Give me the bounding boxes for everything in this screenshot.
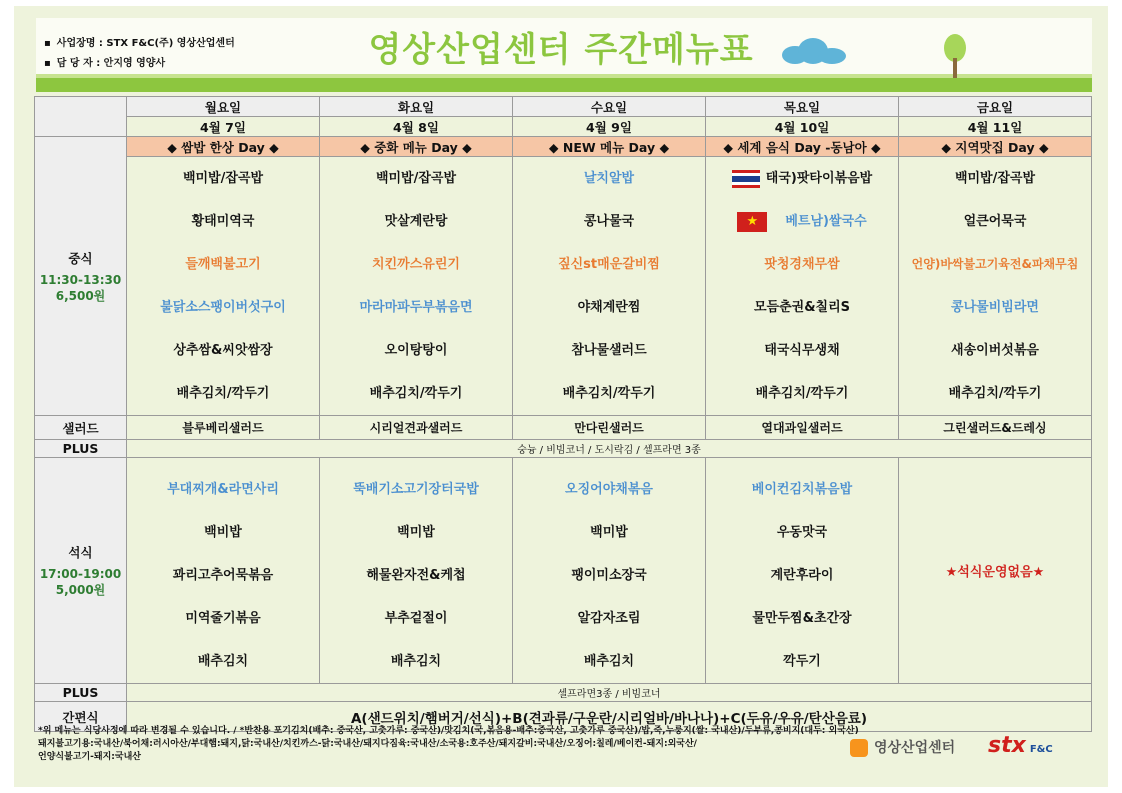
lunch-dish-name: 팟청경채무쌈 (764, 257, 840, 272)
day-date: 4월 11일 (967, 119, 1023, 135)
weekly-menu-table (34, 96, 1092, 732)
plus-row-header (35, 684, 127, 702)
lunch-dish (320, 243, 512, 286)
day-theme: ◆ 세계 음식 Day -동남아 ◆ (723, 139, 881, 155)
lunch-dish-name: 태국식무생채 (764, 343, 840, 358)
lunch-dish (320, 200, 512, 243)
salad-item: 시리얼견과샐러드 (369, 421, 463, 435)
lunch-dish-name: 콩나물국 (583, 214, 635, 229)
dinner-label: 석식 (68, 545, 93, 560)
lunch-cell (320, 157, 513, 416)
lunch-row-header (35, 137, 127, 416)
banner-grass (36, 78, 1092, 92)
dinner-dish-name: 미역줄기볶음 (185, 611, 261, 626)
day-header (899, 97, 1092, 117)
dinner-dish-name: 꽈리고추어묵볶음 (172, 568, 274, 583)
lunch-dish-name: 배추김치/깍두기 (562, 386, 656, 401)
plus-cell (127, 684, 1092, 702)
lunch-dish-name: 배추김치/깍두기 (755, 386, 849, 401)
brand-logo-sub: F&C (1029, 744, 1053, 755)
lunch-dish-name: 태국)팟타이볶음밥 (765, 171, 873, 186)
thailand-flag-icon (732, 170, 760, 188)
lunch-dish-name: 배추김치/깍두기 (176, 386, 270, 401)
dinner-dish (706, 597, 898, 640)
dinner-dish (320, 640, 512, 683)
lunch-dish (899, 243, 1091, 286)
salad-cell (899, 416, 1092, 440)
site-name: ▪ 사업장명 : STX F&C(주) 영상산업센터 (44, 34, 235, 54)
lunch-dish-name: 상추쌈&씨앗쌈장 (173, 343, 273, 358)
lunch-price: 6,500원 (55, 288, 106, 303)
no-dinner-notice: ★석식운영없음★ (945, 565, 1045, 580)
lunch-dish-name: 짚신st매운갈비찜 (558, 257, 660, 272)
dinner-row-header (35, 458, 127, 684)
dinner-dish-name: 팽이미소장국 (571, 568, 647, 583)
dinner-dish (706, 640, 898, 683)
salad-row-header (35, 416, 127, 440)
day-name: 금요일 (976, 99, 1014, 115)
lunch-dish-name: 황태미역국 (191, 214, 255, 229)
lunch-time: 11:30-13:30 (39, 272, 122, 287)
lunch-dish (899, 200, 1091, 243)
lunch-dish (127, 372, 319, 415)
day-header (513, 97, 706, 117)
lunch-dish-name: 불닭소스팽이버섯구이 (160, 300, 286, 315)
lunch-dish-name: 배추김치/깍두기 (948, 386, 1042, 401)
lunch-dish (320, 157, 512, 200)
dinner-dish (706, 511, 898, 554)
day-name: 화요일 (397, 99, 435, 115)
lunch-dish (127, 243, 319, 286)
dinner-dish-name: 부대찌개&라면사리 (167, 482, 279, 497)
lunch-dish-name: 맛살계란탕 (384, 214, 448, 229)
dinner-dish (513, 640, 705, 683)
theme-cell (127, 137, 320, 157)
lunch-dish-name: 백미밥/잡곡밥 (954, 171, 1036, 186)
lunch-dish-name: 참나물샐러드 (571, 343, 647, 358)
dinner-dish-name: 백미밥 (397, 525, 435, 540)
salad-item: 그린샐러드&드레싱 (943, 421, 1047, 435)
dinner-dish (320, 468, 512, 511)
lunch-cell (513, 157, 706, 416)
lunch-dish (706, 329, 898, 372)
lunch-dish (513, 243, 705, 286)
lunch-dish-name: 새송이버섯볶음 (951, 343, 1039, 358)
date-header (899, 117, 1092, 137)
lunch-dish-name: 베트남)쌀국수 (785, 214, 867, 229)
dinner-dish-name: 깍두기 (783, 654, 821, 669)
lunch-dish-name: 모듬춘권&칠리S (753, 300, 851, 315)
lunch-dish (320, 329, 512, 372)
lunch-dish (513, 286, 705, 329)
lunch-dish (899, 157, 1091, 200)
center-logo-icon (850, 739, 868, 757)
dinner-time: 17:00-19:00 (39, 567, 122, 581)
footnote-line: 언양식불고기-돼지:국내산 (38, 752, 141, 762)
footnote-line: *위 메뉴는 식당사정에 따라 변경될 수 있습니다. / *반찬용 포기김치(배추: 중국산, 고춧가루: 중국산)/맛김치(국,볶음용-배추:중국산, 고춧가루 중국산)/밥,죽,누룽지(쌀: 국내산)/두부류,콩비지(대두: 외국산) (38, 726, 859, 736)
snack-text: A(샌드위치/햄버거/선식)+B(견과류/구운란/시리얼바/바나나)+C(두유/우유/탄산음료) (350, 710, 868, 727)
dinner-dish (706, 468, 898, 511)
lunch-dish-name: 들깨백불고기 (185, 257, 261, 272)
day-date: 4월 10일 (774, 119, 830, 135)
dinner-dish-name: 백비밥 (204, 525, 242, 540)
lunch-dish (320, 372, 512, 415)
dinner-dish-name: 베이컨김치볶음밥 (751, 482, 853, 497)
salad-cell (127, 416, 320, 440)
date-header (127, 117, 320, 137)
lunch-dish-name: 배추김치/깍두기 (369, 386, 463, 401)
day-name: 월요일 (204, 99, 242, 115)
day-theme: ◆ 지역맛집 Day ◆ (941, 139, 1049, 155)
day-name: 수요일 (590, 99, 628, 115)
dinner-dish-name: 백미밥 (590, 525, 628, 540)
dinner-dish (513, 511, 705, 554)
center-logo-text: 영상산업센터 (874, 740, 956, 756)
lunch-dish-name: 언양)바싹불고기육전&파채무침 (911, 257, 1079, 271)
theme-cell (706, 137, 899, 157)
lunch-dish (706, 243, 898, 286)
plus-row-header (35, 440, 127, 458)
lunch-dish-name: 치킨까스유린기 (372, 257, 460, 272)
dinner-dish-name: 물만두찜&초간장 (752, 611, 852, 626)
dinner-dish (513, 554, 705, 597)
day-date: 4월 9일 (586, 119, 632, 135)
dinner-dish-name: 우동맛국 (776, 525, 828, 540)
dinner-dish (127, 597, 319, 640)
lunch-dish (513, 372, 705, 415)
lunch-dish (706, 200, 898, 243)
lunch-dish (706, 286, 898, 329)
salad-item: 열대과일샐러드 (761, 421, 843, 435)
day-name: 목요일 (783, 99, 821, 115)
dinner-dish-name: 배추김치 (583, 654, 635, 669)
dinner-dish-name: 계란후라이 (770, 568, 834, 583)
dinner-cell (127, 458, 320, 684)
plus-label: PLUS (62, 441, 99, 456)
lunch-dish (513, 200, 705, 243)
manager-name: ▪ 담 당 자 : 안지영 영양사 (44, 54, 235, 74)
day-date: 4월 8일 (393, 119, 439, 135)
dinner-dish (127, 554, 319, 597)
dinner-dish (127, 511, 319, 554)
dinner-dish-name: 부추겉절이 (384, 611, 448, 626)
dinner-dish (320, 511, 512, 554)
theme-cell (320, 137, 513, 157)
dinner-dish (706, 554, 898, 597)
lunch-dish-name: 백미밥/잡곡밥 (375, 171, 457, 186)
brand-logo (988, 733, 1053, 758)
vietnam-flag-icon: ★ (737, 212, 767, 232)
day-theme: ◆ NEW 메뉴 Day ◆ (548, 139, 670, 155)
date-header (513, 117, 706, 137)
center-logo (850, 737, 955, 757)
lunch-dish (513, 157, 705, 200)
dinner-cell (513, 458, 706, 684)
lunch-dish (899, 329, 1091, 372)
lunch-dish (706, 372, 898, 415)
plus-label: PLUS (62, 685, 99, 700)
day-header (320, 97, 513, 117)
page-title: 영상산업센터 주간메뉴표 (368, 30, 754, 70)
dinner-dish-name: 배추김치 (197, 654, 249, 669)
footnote-line: 돼지불고기용:국내산/북어채:러시아산/부대햄:돼지,닭:국내산/치킨까스-닭:국내산/돼지다짐육:국내산/소국용:호주산/돼지갈비:국내산/오징어:칠레/베이컨-돼지:외국산/ (38, 739, 697, 749)
dinner-dish (513, 597, 705, 640)
lunch-dish (706, 157, 898, 200)
plus-cell (127, 440, 1092, 458)
salad-cell (513, 416, 706, 440)
lunch-dish-name: 얼큰어묵국 (963, 214, 1027, 229)
dinner-dish (513, 468, 705, 511)
date-header (320, 117, 513, 137)
corner-cell (35, 97, 127, 137)
lunch-dish (899, 286, 1091, 329)
dinner-dish-name: 배추김치 (390, 654, 442, 669)
snack-label: 간편식 (62, 709, 99, 725)
dinner-dish-name: 알감자조림 (577, 611, 641, 626)
salad-item: 블루베리샐러드 (182, 421, 264, 435)
lunch-dish (127, 200, 319, 243)
lunch-dish-name: 오이탕탕이 (384, 343, 448, 358)
brand-logo-text: stx (988, 733, 1026, 758)
lunch-dish (127, 157, 319, 200)
dinner-dish (320, 597, 512, 640)
day-header (706, 97, 899, 117)
dinner-dish-name: 뚝배기소고기장터국밥 (353, 482, 479, 497)
lunch-dish-name: 콩나물비빔라면 (951, 300, 1039, 315)
lunch-dish (513, 329, 705, 372)
day-theme: ◆ 쌈밥 한상 Day ◆ (167, 139, 279, 155)
salad-item: 만다린샐러드 (574, 421, 644, 435)
lunch-dish-name: 백미밥/잡곡밥 (182, 171, 264, 186)
theme-cell (513, 137, 706, 157)
lunch-dish (899, 372, 1091, 415)
lunch-label: 중식 (68, 250, 93, 266)
dinner-price: 5,000원 (55, 583, 106, 597)
salad-cell (320, 416, 513, 440)
dinner-cell-friday (899, 458, 1092, 684)
dinner-dish (127, 640, 319, 683)
footnotes (38, 725, 859, 764)
plus-text: 셀프라면3종 / 비빔코너 (557, 689, 661, 700)
lunch-dish-name: 야채계란찜 (577, 300, 641, 315)
plus-text: 숭늉 / 비빔코너 / 도시락김 / 셀프라면 3종 (517, 445, 701, 456)
lunch-dish (127, 286, 319, 329)
lunch-dish (127, 329, 319, 372)
salad-cell (706, 416, 899, 440)
day-header (127, 97, 320, 117)
dinner-cell (320, 458, 513, 684)
dinner-dish (127, 468, 319, 511)
lunch-dish-name: 날치알밥 (583, 171, 635, 186)
salad-label: 샐러드 (62, 420, 99, 436)
lunch-dish-name: 마라마파두부볶음면 (359, 300, 473, 315)
dinner-dish-name: 오징어야채볶음 (565, 482, 653, 497)
lunch-dish (320, 286, 512, 329)
theme-cell (899, 137, 1092, 157)
dinner-dish-name: 해물완자전&케첩 (366, 568, 466, 583)
day-theme: ◆ 중화 메뉴 Day ◆ (360, 139, 472, 155)
lunch-cell (706, 157, 899, 416)
dinner-dish (320, 554, 512, 597)
dinner-cell (706, 458, 899, 684)
day-date: 4월 7일 (200, 119, 246, 135)
date-header (706, 117, 899, 137)
lunch-cell (127, 157, 320, 416)
lunch-cell (899, 157, 1092, 416)
